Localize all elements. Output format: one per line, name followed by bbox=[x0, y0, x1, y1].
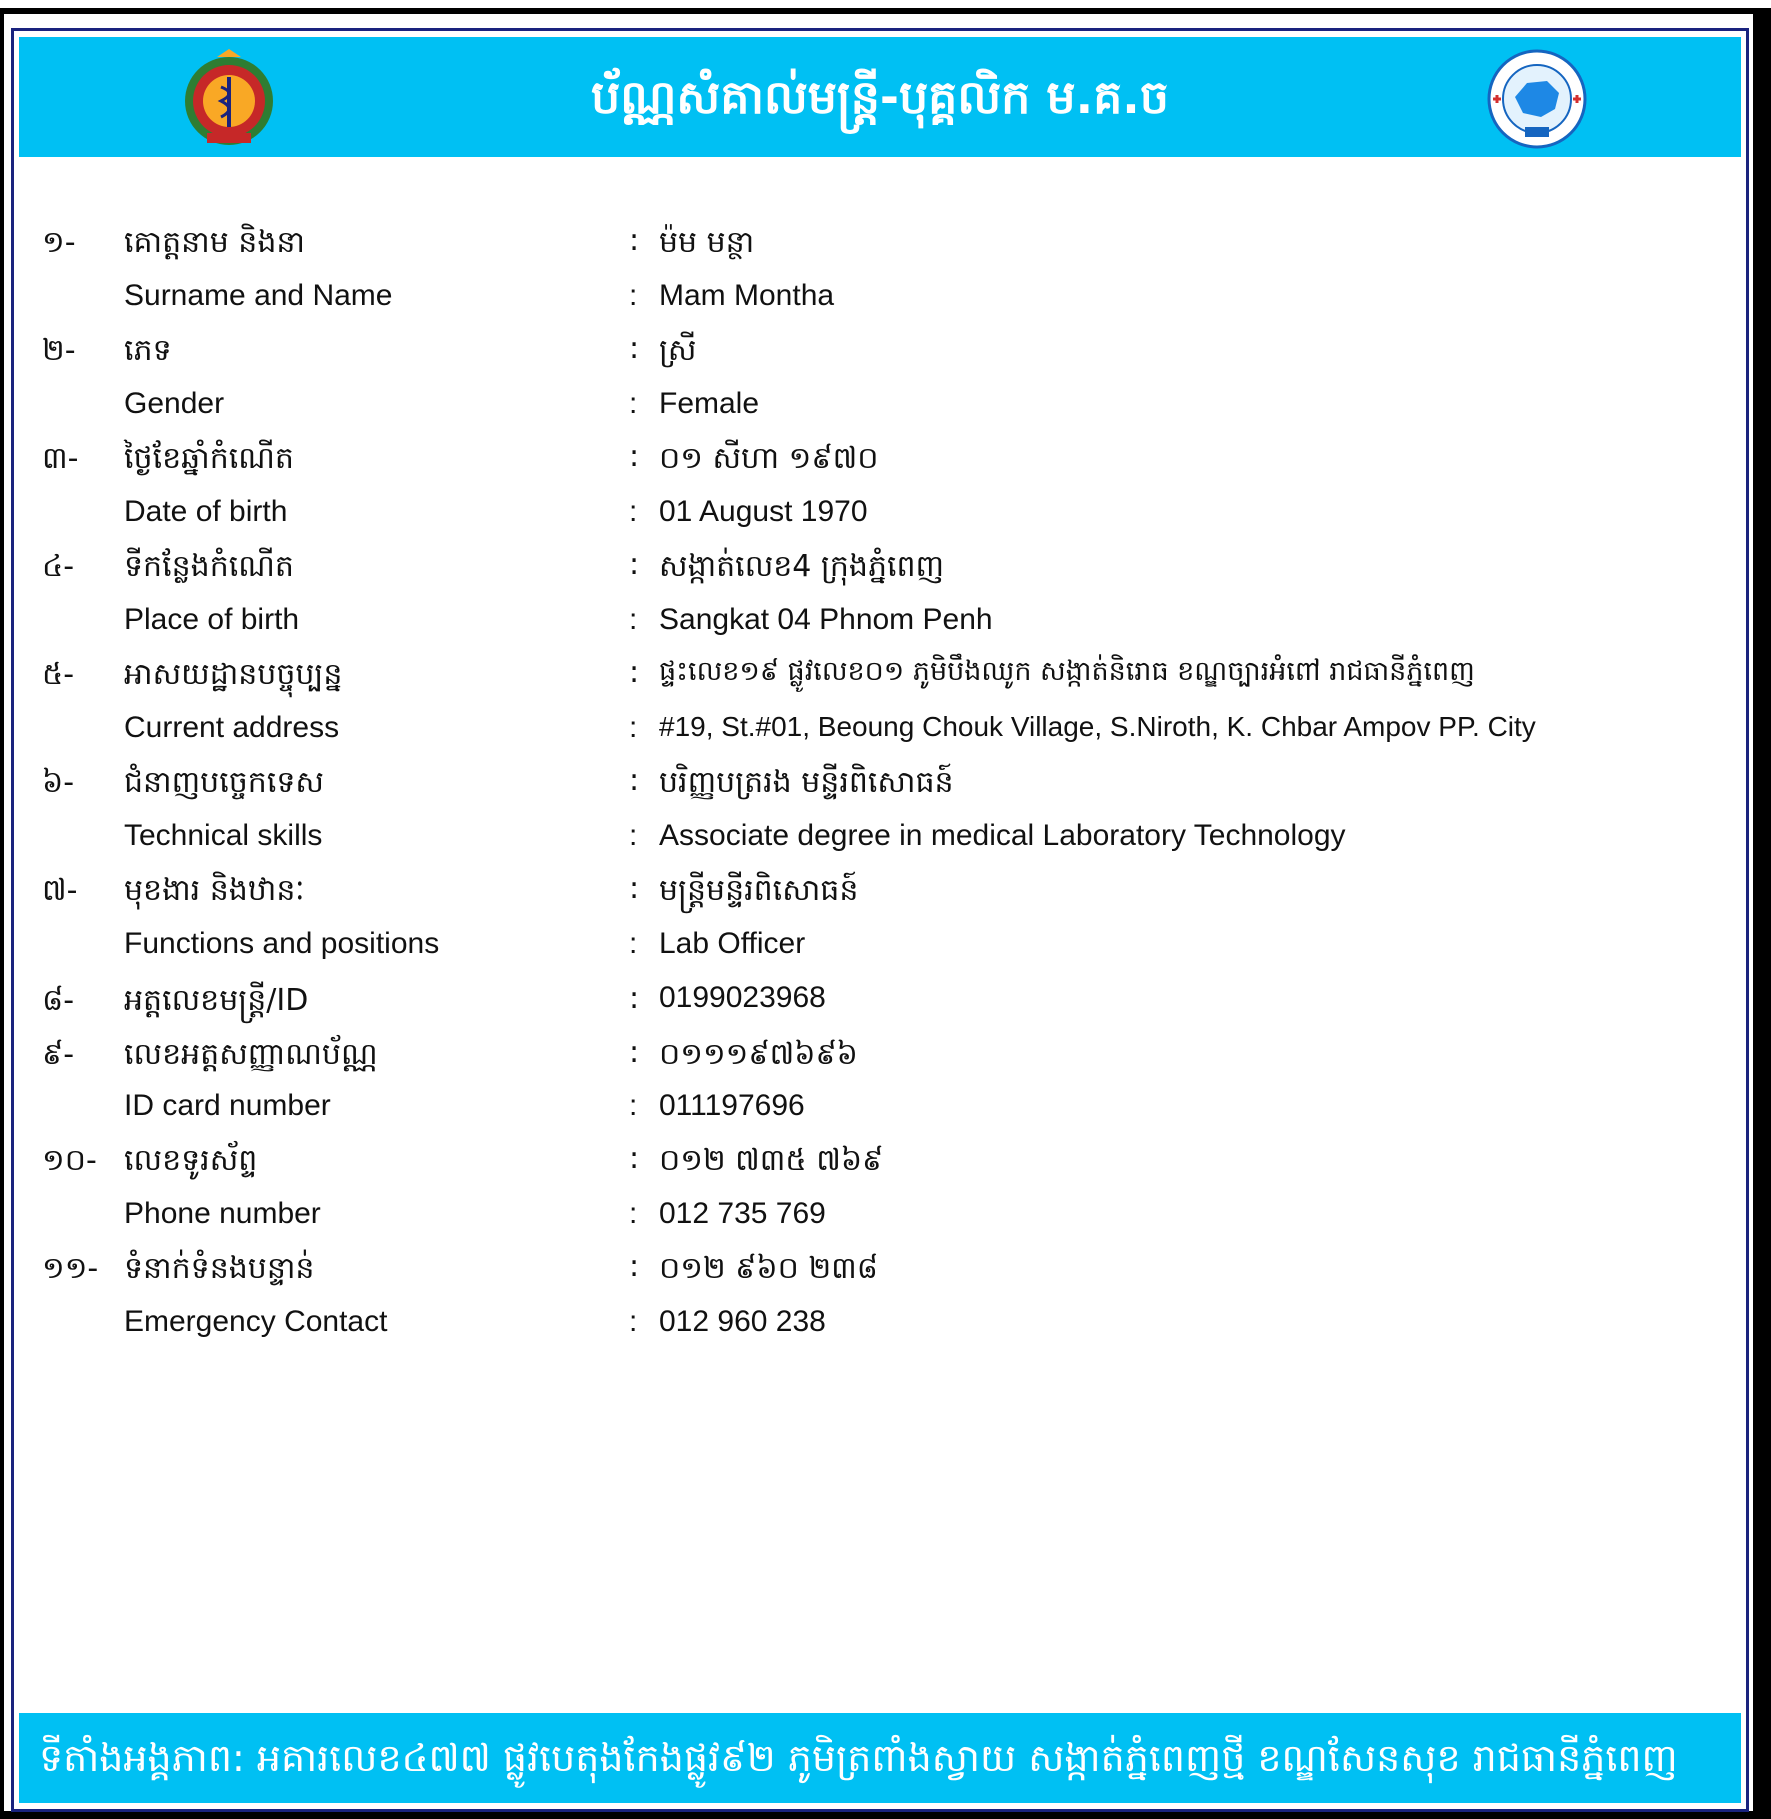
footer-banner bbox=[19, 1713, 1741, 1803]
row-phone-kh bbox=[14, 1141, 1746, 1191]
row-dob-en bbox=[14, 495, 1746, 545]
row-label: លេខអត្តសញ្ញាណប័ណ្ណ bbox=[124, 1037, 378, 1072]
row-colon: : bbox=[629, 819, 638, 852]
row-position-en bbox=[14, 927, 1746, 977]
row-value: ០១២ ៩៦០ ២៣៨ bbox=[659, 1251, 879, 1286]
row-colon: : bbox=[629, 1035, 640, 1070]
row-emergency-kh bbox=[14, 1249, 1746, 1299]
row-label: ID card number bbox=[124, 1089, 331, 1122]
row-colon: : bbox=[629, 495, 638, 528]
row-value: 011197696 bbox=[659, 1089, 805, 1122]
row-value: ០១ សីហា ១៩៧០ bbox=[659, 441, 879, 476]
row-label: អាសយដ្ឋានបច្ចុប្បន្ន bbox=[124, 657, 343, 692]
row-colon: : bbox=[629, 603, 638, 636]
row-value: មន្រ្តីមន្ទីរពិសោធន៍ bbox=[659, 873, 859, 908]
row-colon: : bbox=[629, 439, 640, 474]
row-label: ភេទ bbox=[124, 333, 172, 368]
row-value: ស្រី bbox=[659, 333, 697, 368]
row-label: Surname and Name bbox=[124, 279, 393, 312]
row-skills-kh bbox=[14, 763, 1746, 813]
row-label: ទំនាក់ទំនងបន្ទាន់ bbox=[124, 1251, 315, 1286]
card-inner-border bbox=[11, 28, 1749, 1812]
row-gender-kh bbox=[14, 331, 1746, 381]
row-value: 012 735 769 bbox=[659, 1197, 826, 1230]
row-label: Emergency Contact bbox=[124, 1305, 388, 1338]
row-officer-id bbox=[14, 981, 1746, 1031]
row-address-en bbox=[14, 711, 1746, 761]
row-number: ២- bbox=[42, 333, 76, 368]
row-position-kh bbox=[14, 871, 1746, 921]
row-colon: : bbox=[629, 1197, 638, 1230]
row-number: ៨- bbox=[42, 983, 75, 1018]
unit-location-text: ទីតាំងអង្គភាព: អគារលេខ៤៧៧ ផ្លូវបេតុងកែងផ្លូវ៩២ ភូមិត្រពាំងស្វាយ សង្កាត់ភ្នំពេញថ្មី ខណ្ឌសែនសុខ រាជធានីភ្នំពេញ bbox=[39, 1736, 1678, 1780]
row-label: Technical skills bbox=[124, 819, 323, 852]
row-dob-kh bbox=[14, 439, 1746, 489]
card-title: ប័ណ្ណសំគាល់មន្រ្តី-បុគ្គលិក ម.គ.ច bbox=[591, 70, 1169, 124]
row-value: Sangkat 04 Phnom Penh bbox=[659, 603, 993, 636]
row-pob-kh bbox=[14, 547, 1746, 597]
row-number: ៥- bbox=[42, 657, 75, 692]
row-value: Associate degree in medical Laboratory Technology bbox=[659, 819, 1346, 852]
row-label: Date of birth bbox=[124, 495, 288, 528]
row-label: មុខងារ និងឋានៈ bbox=[124, 873, 305, 908]
row-label: Current address bbox=[124, 711, 340, 744]
row-address-kh bbox=[14, 655, 1746, 705]
row-value: 0199023968 bbox=[659, 981, 826, 1014]
row-colon: : bbox=[629, 1089, 638, 1122]
row-number: ៩- bbox=[42, 1037, 75, 1072]
row-colon: : bbox=[629, 871, 640, 906]
row-colon: : bbox=[629, 981, 640, 1016]
row-colon: : bbox=[629, 331, 640, 366]
row-value: #19, St.#01, Beoung Chouk Village, S.Niroth, K. Chbar Ampov PP. City bbox=[659, 711, 1536, 742]
row-label: Phone number bbox=[124, 1197, 321, 1230]
row-value: ផ្ទះលេខ១៩ ផ្លូវលេខ០១ ភូមិបឹងឈូក សង្កាត់និរោធ ខណ្ឌច្បារអំពៅ រាជធានីភ្នំពេញ bbox=[659, 656, 1475, 687]
row-number: ៣- bbox=[42, 441, 79, 476]
row-colon: : bbox=[629, 927, 638, 960]
row-label: អត្តលេខមន្រ្តី/ID bbox=[124, 983, 309, 1018]
row-colon: : bbox=[629, 711, 638, 744]
row-colon: : bbox=[629, 387, 638, 420]
row-number: ១- bbox=[42, 225, 76, 260]
row-name-kh bbox=[14, 223, 1746, 273]
row-colon: : bbox=[629, 547, 640, 582]
row-number: ១០- bbox=[42, 1143, 97, 1178]
header-banner bbox=[19, 37, 1741, 157]
row-colon: : bbox=[629, 279, 638, 312]
row-idcard-en bbox=[14, 1089, 1746, 1139]
row-label: Place of birth bbox=[124, 603, 300, 636]
cmh-map-emblem-icon bbox=[1485, 47, 1589, 151]
row-number: ៧- bbox=[42, 873, 78, 908]
row-label: Gender bbox=[124, 387, 225, 420]
row-phone-en bbox=[14, 1197, 1746, 1247]
row-number: ៤- bbox=[42, 549, 75, 584]
row-name-en bbox=[14, 279, 1746, 329]
row-value: ម៉ម មន្ថា bbox=[659, 225, 755, 260]
row-value: បរិញ្ញបត្ររង មន្ទីរពិសោធន៍ bbox=[659, 765, 954, 800]
row-idcard-kh bbox=[14, 1035, 1746, 1085]
row-label: គោត្តនាម និងនា bbox=[124, 225, 305, 260]
row-label: ជំនាញបច្ចេកទេស bbox=[124, 765, 324, 800]
row-colon: : bbox=[629, 1305, 638, 1338]
row-gender-en bbox=[14, 387, 1746, 437]
row-colon: : bbox=[629, 223, 640, 258]
row-number: ១១- bbox=[42, 1251, 99, 1286]
row-value: Mam Montha bbox=[659, 279, 835, 312]
row-value: 01 August 1970 bbox=[659, 495, 868, 528]
row-colon: : bbox=[629, 1141, 640, 1176]
row-value: ០១២ ៧៣៥ ៧៦៩ bbox=[659, 1143, 884, 1178]
row-colon: : bbox=[629, 655, 640, 690]
row-colon: : bbox=[629, 763, 640, 798]
row-label: ទីកន្លែងកំណើត bbox=[124, 549, 294, 584]
row-label: ថ្ងៃខែឆ្នាំកំណើត bbox=[124, 441, 294, 476]
row-value: Lab Officer bbox=[659, 927, 806, 960]
row-value: Female bbox=[659, 387, 760, 420]
row-emergency-en bbox=[14, 1305, 1746, 1355]
row-number: ៦- bbox=[42, 765, 75, 800]
row-pob-en bbox=[14, 603, 1746, 653]
row-value: សង្កាត់លេខ4 ក្រុងភ្នំពេញ bbox=[659, 549, 945, 584]
row-label: លេខទូរស័ព្ទ bbox=[124, 1143, 258, 1178]
card-outer-border bbox=[0, 8, 1771, 1819]
row-label: Functions and positions bbox=[124, 927, 440, 960]
row-value: ០១១១៩៧៦៩៦ bbox=[659, 1037, 858, 1072]
row-skills-en bbox=[14, 819, 1746, 869]
row-colon: : bbox=[629, 1249, 640, 1284]
row-value: 012 960 238 bbox=[659, 1305, 826, 1338]
